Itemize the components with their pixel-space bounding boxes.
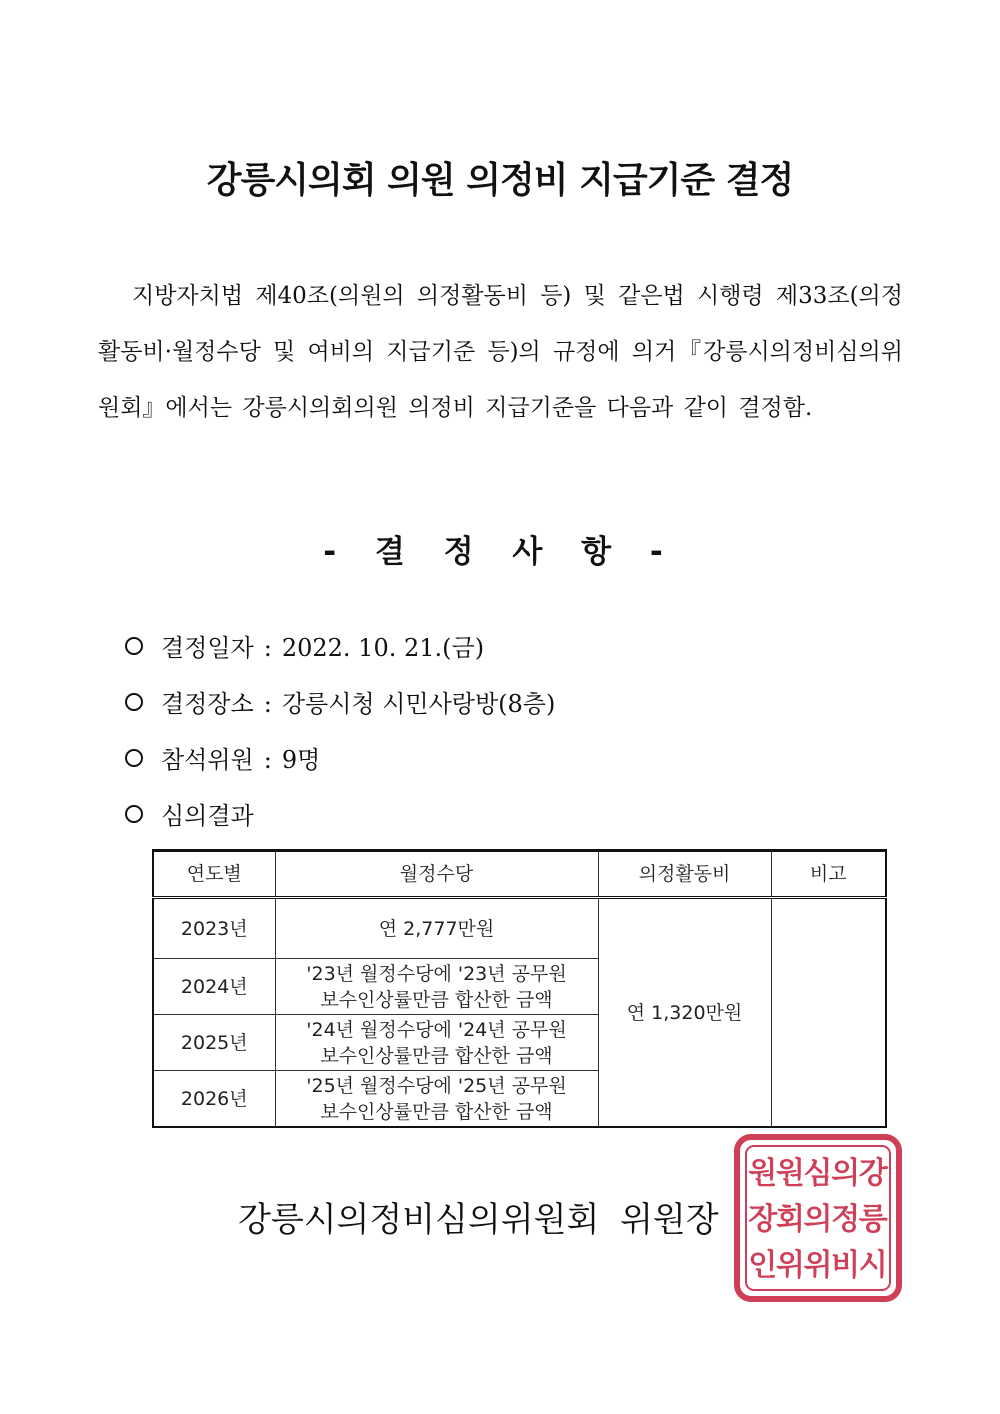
cell-allowance: '24년 월정수당에 '24년 공무원 보수인상률만큼 합산한 금액 <box>275 1015 598 1071</box>
table-row <box>153 898 886 959</box>
cell-year: 2025년 <box>153 1015 275 1071</box>
seal-glyph: 정 <box>831 1202 861 1238</box>
seal-glyph: 위 <box>775 1248 805 1284</box>
seal-glyph: 인 <box>748 1248 778 1284</box>
item-separator: : <box>263 746 272 774</box>
header-monthly-allowance: 월정수당 <box>275 851 598 898</box>
section-heading: - 결 정 사 항 - <box>323 534 677 570</box>
item-separator: : <box>263 690 272 718</box>
intro-paragraph: 지방자치법 제40조(의원의 의정활동비 등) 및 같은법 시행령 제33조(의정활동비·월정수당 및 여비의 지급기준 등)의 규정에 의거『강릉시의정비심의위원회』에서는 강릉시의회의원 의정비 지급기준을 다음과 같이 결정함. <box>98 283 903 421</box>
seal-glyph: 시 <box>858 1248 888 1284</box>
cell-activity-expense: 연 1,320만원 <box>598 898 771 1128</box>
seal-glyph: 원 <box>748 1156 778 1192</box>
seal-glyph: 위 <box>803 1248 833 1284</box>
seal-glyph: 원 <box>775 1156 805 1192</box>
item-decision-place <box>125 688 555 720</box>
cell-year: 2026년 <box>153 1071 275 1128</box>
seal-glyph: 강 <box>858 1156 888 1192</box>
header-remarks: 비고 <box>771 851 886 898</box>
item-review-result <box>125 800 254 832</box>
cell-remarks <box>771 898 886 1128</box>
circle-bullet-icon <box>125 637 143 655</box>
item-label: 참석위원 <box>161 746 254 774</box>
document-title: 강릉시의회 의원 의정비 지급기준 결정 <box>206 160 794 201</box>
cell-allowance: '23년 월정수당에 '23년 공무원 보수인상률만큼 합산한 금액 <box>275 959 598 1015</box>
item-decision-date <box>125 632 484 664</box>
item-label: 심의결과 <box>161 802 254 830</box>
seal-glyph: 릉 <box>858 1202 888 1238</box>
item-value: 9명 <box>281 746 321 774</box>
cell-year: 2024년 <box>153 959 275 1015</box>
circle-bullet-icon <box>125 749 143 767</box>
seal-glyph: 심 <box>803 1156 833 1192</box>
item-value: 강릉시청 시민사랑방(8층) <box>281 690 556 718</box>
item-label: 결정일자 <box>161 634 254 662</box>
official-seal-icon <box>733 1133 903 1303</box>
circle-bullet-icon <box>125 805 143 823</box>
header-year: 연도별 <box>153 851 275 898</box>
review-result-table <box>152 849 887 1128</box>
header-activity-expense: 의정활동비 <box>598 851 771 898</box>
seal-glyph: 의 <box>831 1156 861 1192</box>
circle-bullet-icon <box>125 693 143 711</box>
seal-glyph: 회 <box>775 1202 805 1238</box>
cell-allowance: '25년 월정수당에 '25년 공무원 보수인상률만큼 합산한 금액 <box>275 1071 598 1128</box>
table-header-row <box>153 851 886 898</box>
seal-glyph: 장 <box>748 1202 778 1238</box>
seal-glyph: 비 <box>831 1248 861 1284</box>
item-attendees <box>125 744 320 776</box>
item-separator: : <box>263 634 272 662</box>
seal-glyph: 의 <box>803 1202 833 1238</box>
cell-year: 2023년 <box>153 898 275 959</box>
committee-chair-signature: 강릉시의정비심의위원회 위원장 <box>238 1200 719 1240</box>
cell-allowance: 연 2,777만원 <box>275 898 598 959</box>
item-value: 2022. 10. 21.(금) <box>281 634 485 662</box>
item-label: 결정장소 <box>161 690 254 718</box>
